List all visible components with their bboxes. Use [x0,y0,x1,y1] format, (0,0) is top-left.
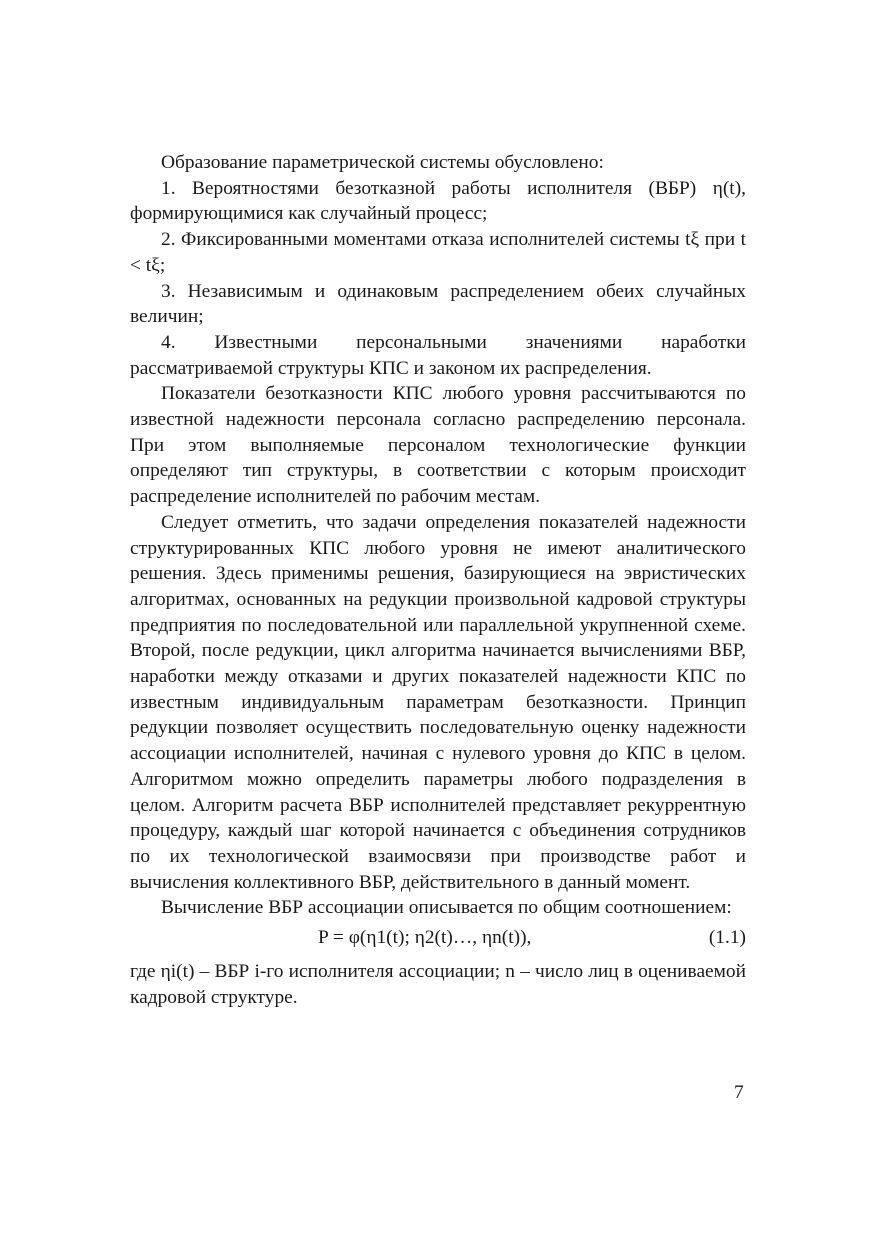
paragraph-calculation: Вычисление ВБР ассоциации описывается по общим соотношением: [161,897,732,919]
equation-number: (1.1) [708,927,746,949]
paragraph-reliability-indicators: Показатели безотказности КПС любого уровня рассчитываются по известной надежности персонала согласно распределению персонала. При этом выполняемые персоналом технологические функции определяют тип структуры, в соответствии с которым происходит распределение исполнителей по рабочим местам. [130,383,746,508]
equation-formula: P = φ(η1(t); η2(t)…, ηn(t)), [318,927,532,949]
paragraph-item-4: 4. Известными персональными значениями наработки рассматриваемой структуры КПС и законом их распределения. [130,331,746,379]
paragraph-algorithm: Следует отметить, что задачи определения показателей надежности структурированных КПС любого уровня не имеют аналитического решения. Здесь применимы решения, базирующиеся на эвристических алгоритмах, основанных на редукции произвольной кадровой структуры предприятия по последовательной или параллельной укрупненной схеме. Второй, после редукции, цикл алгоритма начинается вычислениями ВБР, наработки между отказами и других показателей надежности КПС по известным индивидуальным параметрам безотказности. Принцип редукции позволяет осуществить последовательную оценку надежности ассоциации исполнителей, начиная с нулевого уровня до КПС в целом. Алгоритмом можно определить параметры любого подразделения в целом. Алгоритм расчета ВБР исполнителей представляет рекуррентную процедуру, каждый шаг которой начинается с объединения сотрудников по их технологической взаимосвязи при производстве работ и вычисления коллективного ВБР, действительного в данный момент. [130,511,746,893]
paragraph-item-2: 2. Фиксированными моментами отказа исполнителей системы tξ при t < tξ; [130,229,746,276]
paragraph-item-3: 3. Независимым и одинаковым распределением обеих случайных величин; [130,280,746,328]
page-number: 7 [734,1082,744,1103]
page-body [130,150,746,1011]
equation-line [130,923,746,957]
paragraph-intro: Образование параметрической системы обусловлено: [161,152,604,173]
paragraph-where: где ηi(t) – ВБР i-го исполнителя ассоциации; n – число лиц в оцениваемой кадровой структуре. [130,961,746,1008]
paragraph-item-1: 1. Вероятностями безотказной работы исполнителя (ВБР) η(t), формирующимися как случайный процесс; [130,177,746,225]
